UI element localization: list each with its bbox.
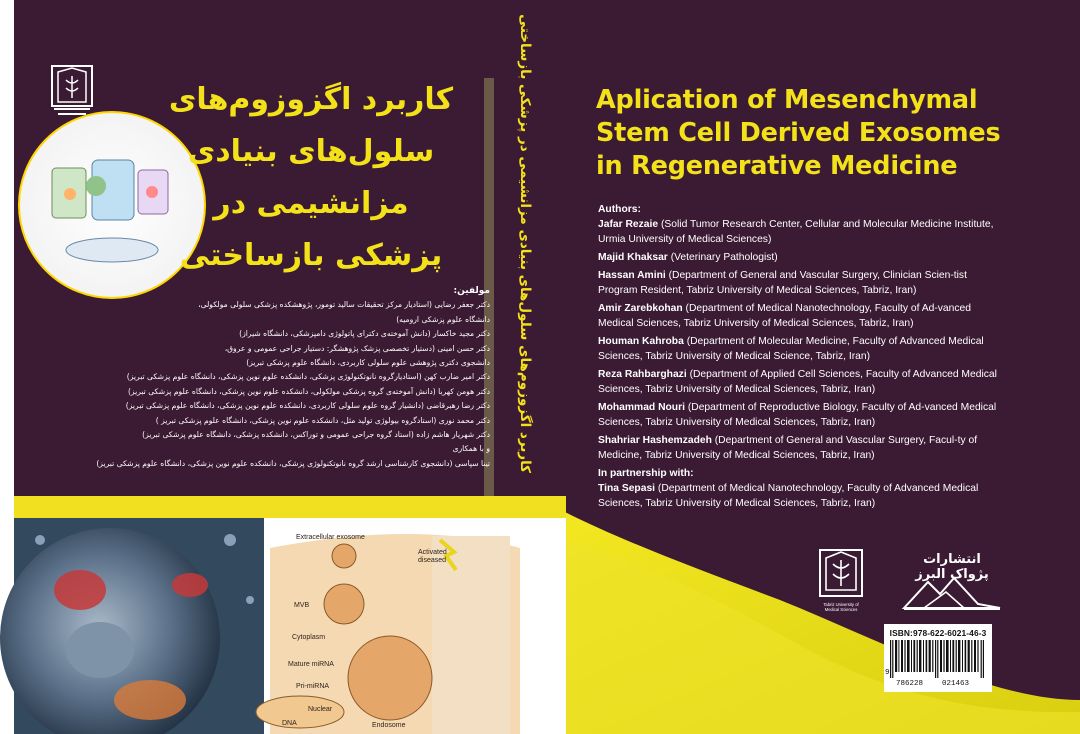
label-nuclear: Nuclear — [308, 706, 333, 713]
persian-authors-list — [70, 284, 490, 471]
author-entry — [598, 334, 998, 364]
author-affiliation: (Department of General and Vascular Surgery, Clinician Scien-tist Program Resident, Tabriz University of Medical Sciences, Tabriz, Iran) — [598, 270, 967, 296]
diagram-exosome — [332, 544, 356, 568]
author-affiliation: (Solid Tumor Research Center, Cellular and Molecular Medicine Institute, Urmia University of Medical Sciences) — [598, 219, 994, 245]
persian-author-line: دکتر حسن امینی (دستیار تخصصی پزشک پژوهشگر: دستیار جراحی عمومی و عروق، — [224, 343, 490, 353]
persian-title — [138, 74, 484, 282]
author-entry — [598, 367, 998, 397]
persian-author-line: دکتر محمد نوری (استادگروه بیولوژی تولید مثل، دانشکده علوم نوین پزشکی، دانشگاه علوم پزشکی تبریز ) — [155, 415, 490, 425]
persian-author-line: دکتر شهریار هاشم زاده (استاد گروه جراحی عمومی و توراکس، دانشکده پزشکی، دانشگاه علوم پزشکی تبریز) — [142, 430, 490, 440]
author-name: Hassan Amini — [598, 270, 666, 281]
persian-author-line: دکتر مجید خاکسار (دانش آموخته‌ی دکترای پاتولوژی دامپزشکی، دانشگاه شیراز) — [239, 329, 490, 339]
author-name: Mohammad Nouri — [598, 402, 685, 413]
author-name: Jafar Rezaie — [598, 219, 659, 230]
author-entry — [598, 433, 998, 463]
persian-author-line: دکتر رضا رهبرقاضی (دانشیار گروه علوم سلولی کاربردی، دانشکده علوم نوین پزشکی، دانشگاه علوم پزشکی تبریز) — [125, 401, 490, 411]
isbn-label: ISBN:978-622-6021-46-3 — [889, 628, 987, 638]
label-mvb: MVB — [294, 602, 310, 609]
persian-author-line: دانشگاه علوم پزشکی ارومیه) — [396, 314, 490, 324]
publisher-name: انتشارات پژواک البرز — [915, 552, 989, 582]
author-entry — [598, 301, 998, 331]
persian-author-line: و با همکاری — [452, 444, 490, 454]
partner-entry — [598, 481, 998, 511]
author-affiliation: (Department of Molecular Medicine, Faculty of Advanced Medical Sciences, Tabriz University of Medical Science, Tabriz, Iran) — [598, 336, 984, 362]
author-affiliation: (Department of Reproductive Biology, Faculty of Ad-vanced Medical Sciences, Tabriz University of Medical Sciences, Tabriz, Iran) — [598, 402, 997, 428]
label-dna: DNA — [282, 720, 297, 727]
author-affiliation: (Veterinary Pathologist) — [667, 252, 778, 263]
emblem-caption: Tabriz University of Medical Sciences — [823, 602, 859, 612]
persian-title-line: پزشکی بازساختی — [179, 238, 443, 273]
persian-author-line: دانشجوی دکتری پژوهشی علوم سلولی کاربردی، دانشگاه علوم پزشکی تبریز) — [246, 358, 490, 368]
author-entry — [598, 268, 998, 298]
diagram-endosome — [348, 636, 432, 720]
english-title-line: Aplication of Mesenchymal — [596, 85, 978, 115]
english-title — [596, 84, 1036, 183]
partnership-header: In partnership with: — [598, 468, 694, 479]
diagram-mvb — [324, 584, 364, 624]
author-entry — [598, 400, 998, 430]
persian-title-line: سلول‌های بنیادی — [187, 134, 435, 169]
partner-name: Tina Sepasi — [598, 483, 656, 494]
persian-title-line: کاربرد اگزوزوم‌های — [168, 82, 454, 117]
spine-title: کاربرد اگزوزوم‌های سلول‌های بنیادی مزانشیمی در پزشکی بازساختی — [517, 14, 533, 473]
barcode-prefix: 9 — [885, 669, 890, 677]
persian-author-line: دکتر امیر ضارب کهن (استادیارگروه نانوتکنولوژی پزشکی، دانشکده علوم نوین پزشکی، دانشگاه علوم پزشکی تبریز) — [126, 372, 490, 382]
label-cytoplasm: Cytoplasm — [292, 634, 326, 641]
barcode — [888, 640, 988, 678]
label-extracellular-exosome: Extracellular exosome — [296, 534, 365, 541]
author-affiliation: (Department of Applied Cell Sciences, Faculty of Advanced Medical Sciences, Tabriz University of Medical Sciences, Tabriz, Iran) — [598, 369, 997, 395]
authors-header: Authors: — [598, 204, 641, 215]
author-name: Shahriar Hashemzadeh — [598, 435, 712, 446]
english-title-line: in Regenerative Medicine — [596, 151, 958, 181]
author-entry — [598, 250, 998, 265]
partner-affiliation: (Department of Medical Nanotechnology, Faculty of Advanced Medical Sciences, Tabriz University of Medical Sciences, Tabriz, Iran) — [598, 483, 979, 509]
english-title-line: Stem Cell Derived Exosomes — [596, 118, 1001, 148]
barcode-digits-left: 786228 — [896, 680, 924, 688]
persian-authors-header: مولفین: — [453, 286, 490, 296]
author-name: Houman Kahroba — [598, 336, 684, 347]
exosome-diagram — [256, 518, 566, 734]
persian-author-line: دکتر جعفر رضایی (استادیار مرکز تحقیقات سالید تومور، پژوهشکده پزشکی سلولی مولکولی، — [198, 300, 490, 310]
label-mature-mirna: Mature miRNA — [288, 661, 334, 668]
cell-illustration — [0, 518, 264, 734]
author-affiliation: (Department of Medical Nanotechnology, Faculty of Ad-vanced Medical Sciences, Tabriz University of Medical Sciences, Tabriz, Iran) — [598, 303, 971, 329]
author-name: Amir Zarebkohan — [598, 303, 683, 314]
persian-author-line: دکتر هومن کهربا (دانش آموخته‌ی گروه پزشکی مولکولی، دانشکده علوم نوین پزشکی، دانشگاه علوم پزشکی تبریز) — [127, 386, 490, 396]
author-affiliation: (Department of General and Vascular Surgery, Facul-ty of Medicine, Tabriz University of Medical Sciences, Tabriz, Iran) — [598, 435, 978, 461]
author-name: Majid Khaksar — [598, 252, 668, 263]
persian-author-line: تینا سپاسی (دانشجوی کارشناسی ارشد گروه نانوتکنولوژی پزشکی، دانشکده علوم نوین پزشکی، دانشگاه علوم پزشکی تبریز) — [96, 458, 490, 468]
author-entry — [598, 217, 998, 247]
label-activated-diseased: Activated diseased — [418, 549, 447, 564]
authors-list — [598, 202, 998, 514]
label-endosome: Endosome — [372, 722, 406, 729]
label-pri-mirna: Pri-miRNA — [296, 683, 330, 690]
barcode-digits-right: 021463 — [942, 680, 970, 688]
persian-title-line: مزانشیمی در — [213, 186, 409, 221]
author-name: Reza Rahbarghazi — [598, 369, 687, 380]
